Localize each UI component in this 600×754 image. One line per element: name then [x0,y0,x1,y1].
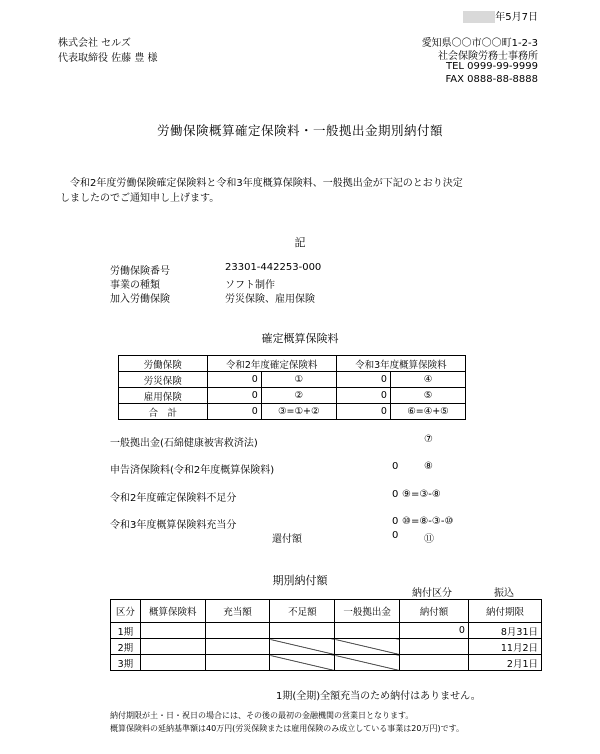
empty-cell [140,655,205,671]
empty-cell [140,639,205,655]
amount-cell: 0 [400,623,469,639]
summary-mark-shortfall: ⑨=③-⑧ [402,489,441,500]
ki-heading: 記 [294,236,306,249]
sender-address: 愛知県〇〇市〇〇町1-2-3 [421,38,538,49]
empty-cell [270,623,335,639]
value-cell: 0 [207,372,261,388]
premium-table [118,355,466,420]
info-label-business-type: 事業の種類 [110,280,160,291]
row-label: 労災保険 [119,372,208,388]
summary-label-allocation: 令和3年度概算保険料充当分 [110,520,237,531]
info-label-insurance-number: 労働保険番号 [110,266,170,277]
table-row [119,388,466,404]
table-row [111,655,542,671]
summary-mark-general-contribution: ⑦ [424,434,433,445]
summary-value-refund: 0 [392,530,399,541]
info-value-enrolled-insurance: 労災保険、雇用保険 [225,294,315,305]
value-cell: 0 [207,404,261,420]
info-value-insurance-number: 23301-442253-000 [225,262,322,273]
header-cell: 納付期限 [468,600,541,623]
diagonal-cell [335,655,400,671]
summary-label-shortfall: 令和2年度確定保険料不足分 [110,493,237,504]
table-row [119,404,466,420]
value-cell: 0 [336,404,390,420]
recipient-company: 株式会社 セルズ [58,38,131,49]
header-cell: 概算保険料 [140,600,205,623]
diagonal-cell [335,639,400,655]
table-row [119,372,466,388]
premium-table-header [119,356,466,372]
intro-line-2: しましたのでご通知申し上げます。 [60,193,220,204]
date-line [463,8,538,23]
period-cell: 3期 [111,655,141,671]
info-value-business-type: ソフト制作 [225,280,275,291]
mark-cell: ⑥=④+⑤ [390,404,465,420]
header-cell: 不足額 [270,600,335,623]
installment-table-header [111,600,542,623]
installment-table [110,599,542,671]
recipient-name: 代表取締役 佐藤 豊 様 [58,53,158,64]
summary-mark-declared-premium: ⑧ [424,461,433,472]
header-cell: 令和3年度概算保険料 [336,356,465,372]
mark-cell: ① [261,372,336,388]
sender-tel: TEL 0999-99-9999 [445,61,538,72]
payment-category-label: 納付区分 [412,588,452,599]
diagonal-cell [270,655,335,671]
header-cell: 労働保険 [119,356,208,372]
period-cell: 1期 [111,623,141,639]
bank-transfer-label: 振込 [494,588,514,599]
date-text: 年5月7日 [495,12,538,23]
footnote-1: 納付期限が土・日・祝日の場合には、その後の最初の金融機関の営業日となります。 [110,711,414,720]
summary-mark-refund: ⑪ [424,534,434,545]
empty-cell [335,623,400,639]
header-cell: 納付額 [400,600,469,623]
diagonal-cell [270,639,335,655]
redacted-year [463,11,495,23]
row-label: 合 計 [119,404,208,420]
document-title: 労働保険概算確定保険料・一般拠出金期別納付額 [156,123,443,138]
mark-cell: ③=①+② [261,404,336,420]
header-cell: 一般拠出金 [335,600,400,623]
summary-value-shortfall: 0 [392,489,399,500]
empty-cell [205,623,270,639]
empty-cell [205,655,270,671]
amount-cell [400,639,469,655]
summary-mark-allocation: ⑩=⑧-③-⑩ [402,516,454,527]
summary-label-declared-premium: 申告済保険料(令和2年度概算保険料) [110,465,275,476]
period-cell: 2期 [111,639,141,655]
installment-section-title: 期別納付額 [272,574,328,587]
mark-cell: ⑤ [390,388,465,404]
header-cell: 令和2年度確定保険料 [207,356,336,372]
value-cell: 0 [207,388,261,404]
empty-cell [205,639,270,655]
value-cell: 0 [336,372,390,388]
info-label-enrolled-insurance: 加入労働保険 [110,294,170,305]
amount-cell [400,655,469,671]
header-cell: 充当額 [205,600,270,623]
table-row [111,623,542,639]
sender-office: 社会保険労務士事務所 [438,51,538,62]
premium-section-title: 確定概算保険料 [261,332,339,345]
mark-cell: ④ [390,372,465,388]
summary-value-declared-premium: 0 [392,461,399,472]
full-payment-note: 1期(全期)全額充当のため納付はありません。 [276,691,481,702]
table-row [111,639,542,655]
intro-line-1: 令和2年度労働保険確定保険料と令和3年度概算保険料、一般拠出金が下記のとおり決定 [70,178,463,189]
mark-cell: ② [261,388,336,404]
footnote-2: 概算保険料の延納基準額は40万円(労災保険または雇用保険のみ成立している事業は20万円)です。 [110,724,464,733]
value-cell: 0 [336,388,390,404]
deadline-cell: 8月31日 [468,623,541,639]
summary-value-allocation: 0 [392,516,399,527]
row-label: 雇用保険 [119,388,208,404]
summary-label-general-contribution: 一般拠出金(石綿健康被害救済法) [110,438,258,449]
summary-label-refund: 還付額 [272,534,302,545]
deadline-cell: 2月1日 [468,655,541,671]
empty-cell [140,623,205,639]
header-cell: 区分 [111,600,141,623]
sender-fax: FAX 0888-88-8888 [445,74,538,85]
deadline-cell: 11月2日 [468,639,541,655]
